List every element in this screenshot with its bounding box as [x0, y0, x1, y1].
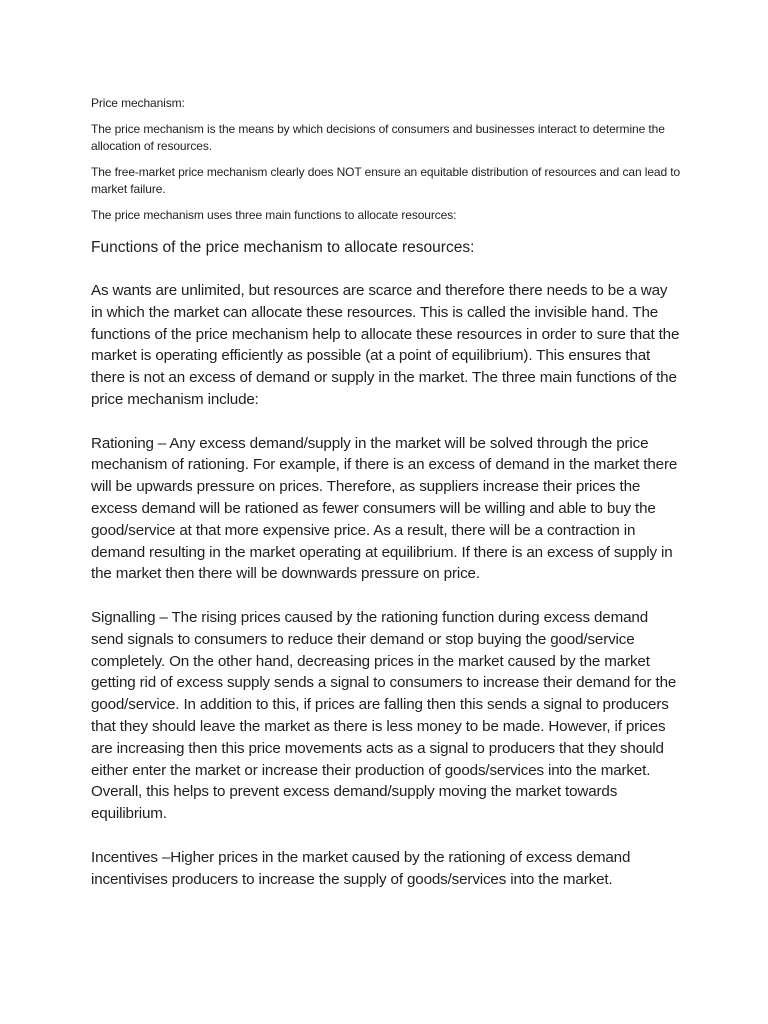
paragraph-invisible-hand: As wants are unlimited, but resources are scarce and therefore there needs to be a way in which the market can allocate these resources. This is called the invisible hand. The functions of the price mechanism help to allocate these resources in order to sure that the market is operating efficiently as possible (at a point of equilibrium). This ensures that there is not an excess of demand or supply in the market. The three main functions of the price mechanism include:: [91, 282, 680, 408]
section-heading: Functions of the price mechanism to allocate resources:: [91, 239, 475, 256]
intro-title: Price mechanism:: [91, 96, 185, 110]
intro-paragraph-three-functions: The price mechanism uses three main functions to allocate resources:: [91, 208, 457, 222]
paragraph-rationing: Rationing – Any excess demand/supply in the market will be solved through the price mechanism of rationing. For example, if there is an excess of demand in the market there will be upwards pressure on prices. Therefore, as suppliers increase their prices the excess demand will be rationed as fewer consumers will be willing and able to buy the good/service at that more expensive price. As a result, there will be a contraction in demand resulting in the market operating at equilibrium. If there is an excess of supply in the market then there will be downwards pressure on price.: [91, 434, 678, 583]
paragraph-incentives: Incentives –Higher prices in the market caused by the rationing of excess demand incentivises producers to increase the supply of goods/services into the market.: [91, 848, 631, 888]
intro-paragraph-market-failure: The free-market price mechanism clearly does NOT ensure an equitable distribution of resources and can lead to market failure.: [91, 165, 681, 196]
intro-paragraph-definition: The price mechanism is the means by which decisions of consumers and businesses interact to determine the allocation of resources.: [91, 122, 665, 153]
document-page: [91, 95, 681, 912]
paragraph-signalling: Signalling – The rising prices caused by the rationing function during excess demand send signals to consumers to reduce their demand or stop buying the good/service completely. On the other hand, decreasing prices in the market caused by the market getting rid of excess supply sends a signal to consumers to increase their demand for the good/service. In addition to this, if prices are falling then this sends a signal to producers that they should leave the market as there is less money to be made. However, if prices are increasing then this price movements acts as a signal to producers that they should either enter the market or increase their production of goods/services into the market. Overall, this helps to prevent excess demand/supply moving the market towards equilibrium.: [91, 608, 677, 823]
